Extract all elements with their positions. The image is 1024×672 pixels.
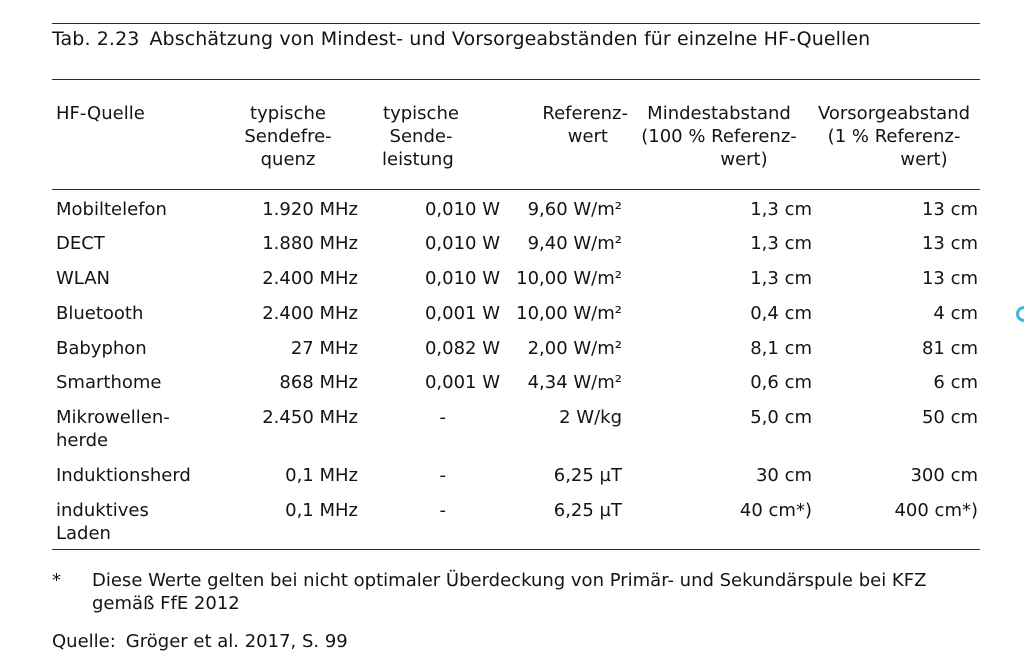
cell-source-line: Mikrowellen- (56, 407, 170, 428)
header-min-distance-line: (100 % Referenz- (641, 126, 797, 147)
cell-reference: 4,34 W/m² (527, 372, 622, 393)
bottom-rule (52, 549, 980, 550)
header-power-line: Sende- (389, 126, 453, 147)
cell-frequency: 27 MHz (290, 338, 358, 359)
header-power (382, 102, 482, 171)
cell-power: 0,001 W (424, 303, 500, 324)
cell-min-distance: 30 cm (755, 465, 812, 486)
caption-rule (52, 79, 980, 80)
cell-power-dash: - (439, 500, 446, 521)
cell-precaution-distance: 13 cm (921, 233, 978, 254)
cell-source: Mobiltelefon (56, 199, 167, 220)
cell-precaution-distance: 50 cm (921, 407, 978, 428)
header-min-distance (630, 102, 808, 171)
cell-frequency: 2.400 MHz (262, 303, 358, 324)
cell-frequency: 868 MHz (279, 372, 358, 393)
top-rule (52, 23, 980, 24)
cell-power (352, 464, 500, 487)
cell-frequency: 2.450 MHz (262, 407, 358, 428)
cell-precaution-distance: 81 cm (921, 338, 978, 359)
cell-source-line: herde (56, 430, 109, 451)
cell-reference: 10,00 W/m² (516, 268, 622, 289)
cell-reference: 9,40 W/m² (527, 233, 622, 254)
cell-source (56, 499, 226, 545)
cell-source-line: Laden (56, 523, 111, 544)
cell-frequency: 0,1 MHz (285, 500, 358, 521)
header-precaution-line: Vorsorgeabstand (817, 103, 971, 124)
cell-source: Smarthome (56, 372, 162, 393)
cell-min-distance: 1,3 cm (750, 233, 812, 254)
cell-power-dash: - (439, 465, 446, 486)
cell-reference: 2,00 W/m² (527, 338, 622, 359)
cell-min-distance: 0,6 cm (750, 372, 812, 393)
caption-title: Abschätzung von Mindest- und Vorsorgeabständen für einzelne HF-Quellen (149, 28, 871, 50)
cell-source: WLAN (56, 268, 111, 289)
source-text: Gröger et al. 2017, S. 99 (125, 631, 348, 652)
header-precaution-line: (1 % Referenz- (827, 126, 961, 147)
cell-source: Babyphon (56, 338, 147, 359)
header-precaution-distance (808, 102, 980, 171)
cell-power: 0,001 W (424, 372, 500, 393)
header-min-distance-line: Mindestabstand (647, 103, 791, 124)
header-precaution-line: wert) (900, 149, 948, 170)
source-line (52, 631, 348, 652)
cell-source: Bluetooth (56, 303, 144, 324)
cell-reference: 9,60 W/m² (527, 199, 622, 220)
cell-min-distance: 1,3 cm (750, 268, 812, 289)
header-source (56, 102, 206, 125)
cell-power: 0,010 W (424, 199, 500, 220)
cell-min-distance: 1,3 cm (750, 199, 812, 220)
cell-frequency: 0,1 MHz (285, 465, 358, 486)
header-reference-line: wert (567, 126, 608, 147)
cell-power (352, 499, 500, 522)
footnote-text: Diese Werte gelten bei nicht optimaler Überdeckung von Primär- und Sekundärspule bei KFZ gemäß FfE 2012 (92, 570, 927, 614)
caption-number: Tab. 2.23 (52, 28, 140, 50)
cell-power: 0,082 W (424, 338, 500, 359)
cell-power: 0,010 W (424, 268, 500, 289)
header-frequency-line: Sendefre- (244, 126, 332, 147)
header-frequency-line: typische (250, 103, 326, 124)
cell-source: DECT (56, 233, 105, 254)
footnote-mark: * (52, 570, 61, 591)
edge-ring-icon (1016, 306, 1024, 322)
cell-min-distance: 0,4 cm (750, 303, 812, 324)
cell-min-distance: 8,1 cm (750, 338, 812, 359)
cell-precaution-distance: 13 cm (921, 268, 978, 289)
cell-source (56, 406, 226, 452)
header-reference (500, 102, 628, 148)
header-frequency (238, 102, 338, 171)
cell-precaution-distance: 4 cm (933, 303, 978, 324)
cell-frequency: 2.400 MHz (262, 268, 358, 289)
header-power-line: leistung (382, 149, 454, 170)
header-reference-line: Referenz- (542, 103, 628, 124)
cell-precaution-distance: 6 cm (933, 372, 978, 393)
header-rule (52, 189, 980, 190)
cell-precaution-distance: 400 cm*) (894, 500, 978, 521)
cell-frequency: 1.920 MHz (262, 199, 358, 220)
header-power-line: typische (383, 103, 459, 124)
cell-min-distance: 40 cm*) (739, 500, 812, 521)
cell-reference: 2 W/kg (559, 407, 622, 428)
source-label: Quelle: (52, 631, 116, 652)
table-caption (52, 28, 870, 50)
cell-reference: 6,25 µT (553, 500, 622, 521)
cell-frequency: 1.880 MHz (262, 233, 358, 254)
header-source-line: HF-Quelle (56, 103, 145, 124)
cell-power (352, 406, 500, 429)
header-min-distance-line: wert) (720, 149, 768, 170)
cell-min-distance: 5,0 cm (750, 407, 812, 428)
cell-reference: 6,25 µT (553, 465, 622, 486)
cell-power-dash: - (439, 407, 446, 428)
cell-reference: 10,00 W/m² (516, 303, 622, 324)
cell-power: 0,010 W (424, 233, 500, 254)
header-frequency-line: quenz (260, 149, 316, 170)
cell-precaution-distance: 300 cm (910, 465, 978, 486)
cell-precaution-distance: 13 cm (921, 199, 978, 220)
cell-source: Induktionsherd (56, 465, 191, 486)
cell-source-line: induktives (56, 500, 149, 521)
